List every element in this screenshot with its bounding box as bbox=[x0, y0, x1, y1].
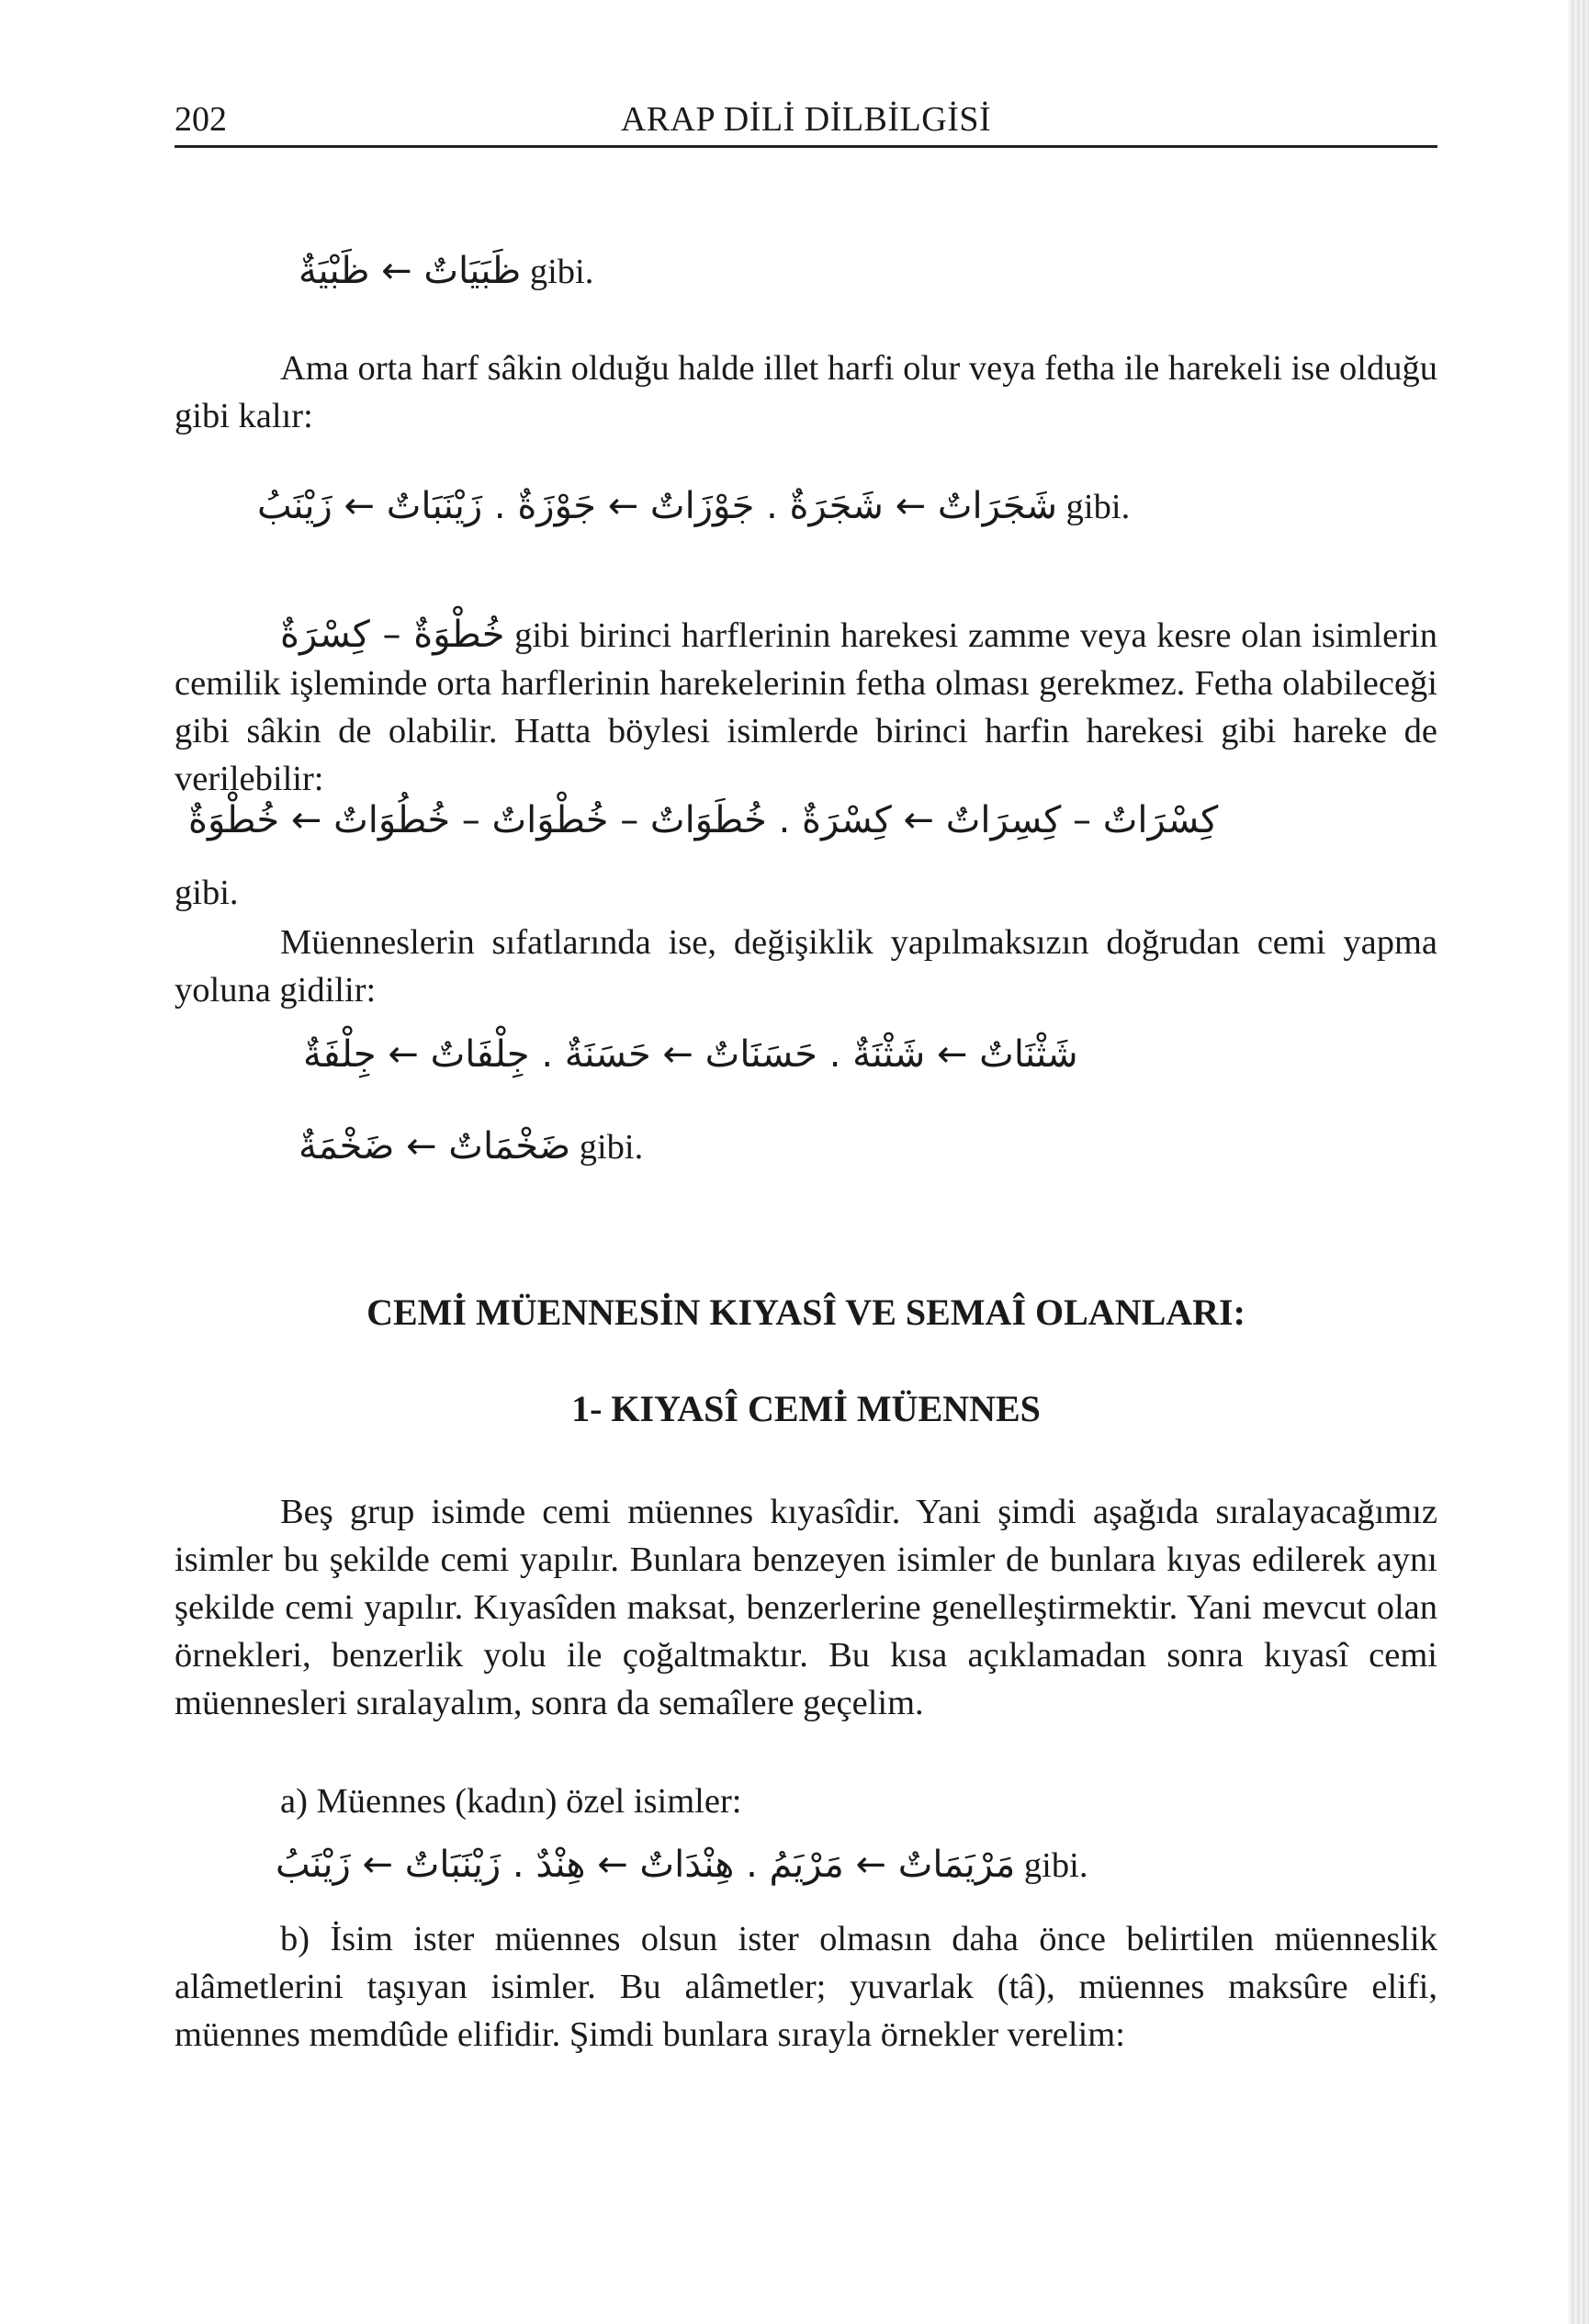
example-line-3 bbox=[188, 799, 1218, 841]
example-suffix: gibi. bbox=[521, 253, 594, 291]
page-edge-shadow bbox=[1569, 0, 1589, 2324]
paragraph-4: Beş grup isimde cemi müennes kıyasîdir. Yani şimdi aşağıda sıralayacağımız isimler bu şekilde cemi yapılır. Bunlara benzeyen isimler de bunlara kıyas edilerek aynı şekilde cemi yapılır. Kıyasîden maksat, benzerlerine genelleştirmektir. Yani mevcut olan örnekleri, benzerlik yolu ile çoğaltmaktır. Bu kısa açıklamadan sonra kıyasî cemi müennesleri sıralayalım, sonra da semaîlere geçelim. bbox=[175, 1493, 1437, 1722]
arabic-example: ظَبَيَاتٌ ← ظَبْيَةٌ bbox=[299, 250, 522, 292]
header-rule bbox=[175, 145, 1437, 148]
arabic-inline: خُطْوَةٌ – كِسْرَةٌ bbox=[280, 614, 505, 656]
paragraph-2 bbox=[175, 611, 1437, 803]
example-suffix: gibi. bbox=[570, 1128, 644, 1167]
example-suffix-3: gibi. bbox=[175, 874, 239, 912]
paragraph-1: Ama orta harf sâkin olduğu halde illet harfi olur veya fetha ile harekeli ise olduğu gibi kalır: bbox=[175, 349, 1437, 435]
arabic-example: ضَخْمَاتٌ ← ضَخْمَةٌ bbox=[299, 1125, 571, 1168]
page-number: 202 bbox=[175, 100, 227, 139]
arabic-example: شَجَرَاتٌ ← شَجَرَةٌ . جَوْزَاتٌ ← جَوْزَةٌ . زَيْنَبَاتٌ ← زَيْنَبُ bbox=[257, 485, 1058, 527]
running-title: ARAP DİLİ DİLBİLGİSİ bbox=[620, 100, 992, 139]
example-line-6 bbox=[276, 1844, 1088, 1886]
subsection-heading: 1- KIYASÎ CEMİ MÜENNES bbox=[571, 1388, 1041, 1429]
list-item-b: b) İsim ister müennes olsun ister olmasın daha önce belirtilen müenneslik alâmetlerini taşıyan isimler. Bu alâmetler; yuvarlak (tâ), müennes maksûre elifi, müennes memdûde elifidir. Şimdi bunlara sırayla örnekler verelim: bbox=[175, 1920, 1437, 2054]
section-heading: CEMİ MÜENNESİN KIYASÎ VE SEMAÎ OLANLARI: bbox=[366, 1292, 1245, 1333]
example-suffix: gibi. bbox=[1015, 1846, 1088, 1885]
list-item-a: a) Müennes (kadın) özel isimler: bbox=[280, 1782, 742, 1821]
paragraph-2-text: gibi birinci harflerinin harekesi zamme veya kesre olan isimlerin cemilik işleminde orta harflerinin harekelerinin fetha olması gerekmez. Fetha olabileceği gibi sâkin de olabilir. Hatta böylesi isimlerde birinci harfin harekesi gibi hareke de verilebilir: bbox=[175, 616, 1438, 798]
page-header bbox=[175, 99, 1437, 145]
example-line-2 bbox=[257, 485, 1130, 527]
arabic-example: مَرْيَمَاتٌ ← مَرْيَمُ . هِنْدَاتٌ ← هِنْدٌ . زَيْنَبَاتٌ ← زَيْنَبُ bbox=[276, 1844, 1016, 1886]
example-line-1 bbox=[299, 250, 593, 292]
example-line-4 bbox=[303, 1033, 1078, 1076]
example-suffix: gibi. bbox=[1057, 488, 1131, 526]
arabic-example: كِسْرَاتٌ – كِسِرَاتٌ ← كِسْرَةٌ . خُطَوَاتٌ – خُطْوَاتٌ – خُطُوَاتٌ ← خُطْوَةٌ bbox=[188, 799, 1219, 841]
arabic-example: شَثْنَاتٌ ← شَثْنَةٌ . حَسَنَاتٌ ← حَسَنَةٌ . جِلْفَاتٌ ← جِلْفَةٌ bbox=[303, 1033, 1078, 1076]
paragraph-3: Müenneslerin sıfatlarında ise, değişiklik yapılmaksızın doğrudan cemi yapma yoluna gidilir: bbox=[175, 923, 1437, 1010]
example-line-5 bbox=[299, 1125, 643, 1168]
